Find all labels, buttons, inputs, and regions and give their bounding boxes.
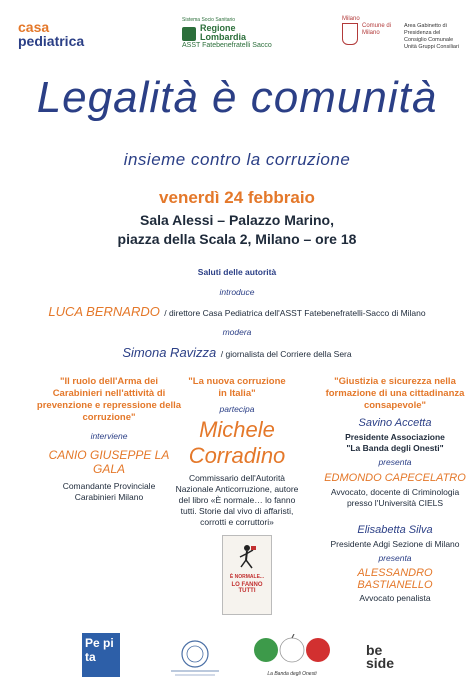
beside-logo: be side bbox=[366, 642, 395, 671]
intro-line bbox=[0, 303, 474, 321]
left-role2: Carabinieri Milano bbox=[74, 492, 144, 502]
regione-name2: Lombardia bbox=[200, 32, 247, 42]
right-speaker1-role1: Presidente Associazione bbox=[345, 432, 445, 442]
book-title-line1: È NORMALE... bbox=[229, 574, 265, 580]
intro-name: LUCA BERNARDO bbox=[48, 304, 160, 319]
modera-label: modera bbox=[222, 327, 252, 337]
regione-lombardia-logo bbox=[182, 16, 302, 50]
right-speaker1-name: Savino Accetta bbox=[358, 417, 432, 429]
right-column bbox=[320, 376, 470, 604]
moderator-role: / giornalista del Corriere della Sera bbox=[220, 349, 352, 359]
middle-column bbox=[162, 376, 312, 528]
pepita-logo: Pe pi ta bbox=[82, 633, 120, 677]
moderator-name: Simona Ravizza bbox=[122, 345, 217, 360]
introduce-label: introduce bbox=[219, 287, 255, 297]
regione-asst-text: ASST Fatebenefratelli Sacco bbox=[182, 42, 272, 49]
right-speaker3-name: Elisabetta Silva bbox=[357, 524, 433, 536]
comune-milano-logo bbox=[342, 16, 460, 50]
milano-crest-icon bbox=[342, 23, 358, 45]
mid-topic: "La nuova corruzione in Italia" bbox=[188, 376, 286, 399]
intro-role: / direttore Casa Pediatrica dell'ASST Fatebenefratelli-Sacco di Milano bbox=[164, 308, 426, 318]
apples-icon bbox=[250, 634, 334, 666]
right-speaker4-name: ALESSANDRO BASTIANELLO bbox=[357, 567, 433, 591]
page-title: Legalità è comunità bbox=[36, 73, 438, 122]
milano-area-text: Area Gabinetto di Presidenza del Consiglio Comunale Unità Gruppi Consiliari bbox=[404, 23, 460, 50]
milano-city-text: Milano bbox=[342, 16, 360, 22]
left-speaker-name: CANIO GIUSEPPE LA GALA bbox=[48, 448, 170, 476]
regione-emblem-icon bbox=[182, 27, 196, 41]
moderator-line bbox=[0, 344, 474, 362]
right-topic: "Giustizia e sicurezza nella formazione di una cittadinanza consapevole" bbox=[325, 376, 465, 411]
ciels-seal-icon bbox=[165, 638, 225, 678]
mid-speaker-desc: Commissario dell'Autorità Nazionale Anticorruzione, autore del libro «È normale… lo fanno tutti. Storie dal vivo di affaristi, corrotti e corruttori» bbox=[175, 473, 299, 527]
right-label1: presenta bbox=[378, 457, 412, 467]
milano-comune-text: Comune di Milano bbox=[362, 23, 392, 36]
regione-name1: Regione bbox=[200, 23, 236, 33]
right-label3: presenta bbox=[378, 553, 412, 563]
banda-onesti-logo bbox=[250, 634, 334, 678]
left-role1: Comandante Provinciale bbox=[62, 481, 156, 491]
saluti-text: Saluti delle autorità bbox=[197, 267, 277, 277]
casa-pediatrica-logo bbox=[18, 20, 128, 49]
regione-top-text: Sistema Socio Sanitario bbox=[182, 17, 236, 23]
mid-speaker-name: Michele Corradino bbox=[188, 417, 286, 468]
right-speaker3-role: Presidente Adgi Sezione di Milano bbox=[330, 539, 460, 549]
left-label: interviene bbox=[90, 431, 128, 441]
page-subtitle: insieme contro la corruzione bbox=[123, 150, 351, 169]
venue-line2: piazza della Scala 2, Milano – ore 18 bbox=[117, 231, 357, 247]
right-speaker1-role2: "La Banda degli Onesti" bbox=[346, 443, 444, 453]
right-speaker2-name: EDMONDO CAPECELATRO bbox=[324, 472, 466, 484]
right-speaker2-role2: presso l'Università CIELS bbox=[346, 498, 444, 508]
casa-logo-line1: casa bbox=[18, 19, 50, 35]
left-topic: "Il ruolo dell'Arma dei Carabinieri nell'attività di prevenzione e repressione della corruzione" bbox=[36, 376, 182, 423]
casa-logo-line2: pediatrica bbox=[18, 33, 85, 49]
mid-label: partecipa bbox=[219, 404, 255, 414]
running-man-icon bbox=[238, 544, 256, 570]
right-speaker4-role: Avvocato penalista bbox=[359, 593, 431, 603]
book-cover-image bbox=[222, 535, 272, 615]
right-speaker2-role1: Avvocato, docente di Criminologia bbox=[330, 487, 460, 497]
venue-line1: Sala Alessi – Palazzo Marino, bbox=[139, 212, 334, 228]
event-date: venerdì 24 febbraio bbox=[159, 188, 315, 207]
book-title-line2: LO FANNO TUTTI bbox=[231, 582, 263, 594]
banda-text: La Banda degli Onesti bbox=[267, 671, 317, 677]
